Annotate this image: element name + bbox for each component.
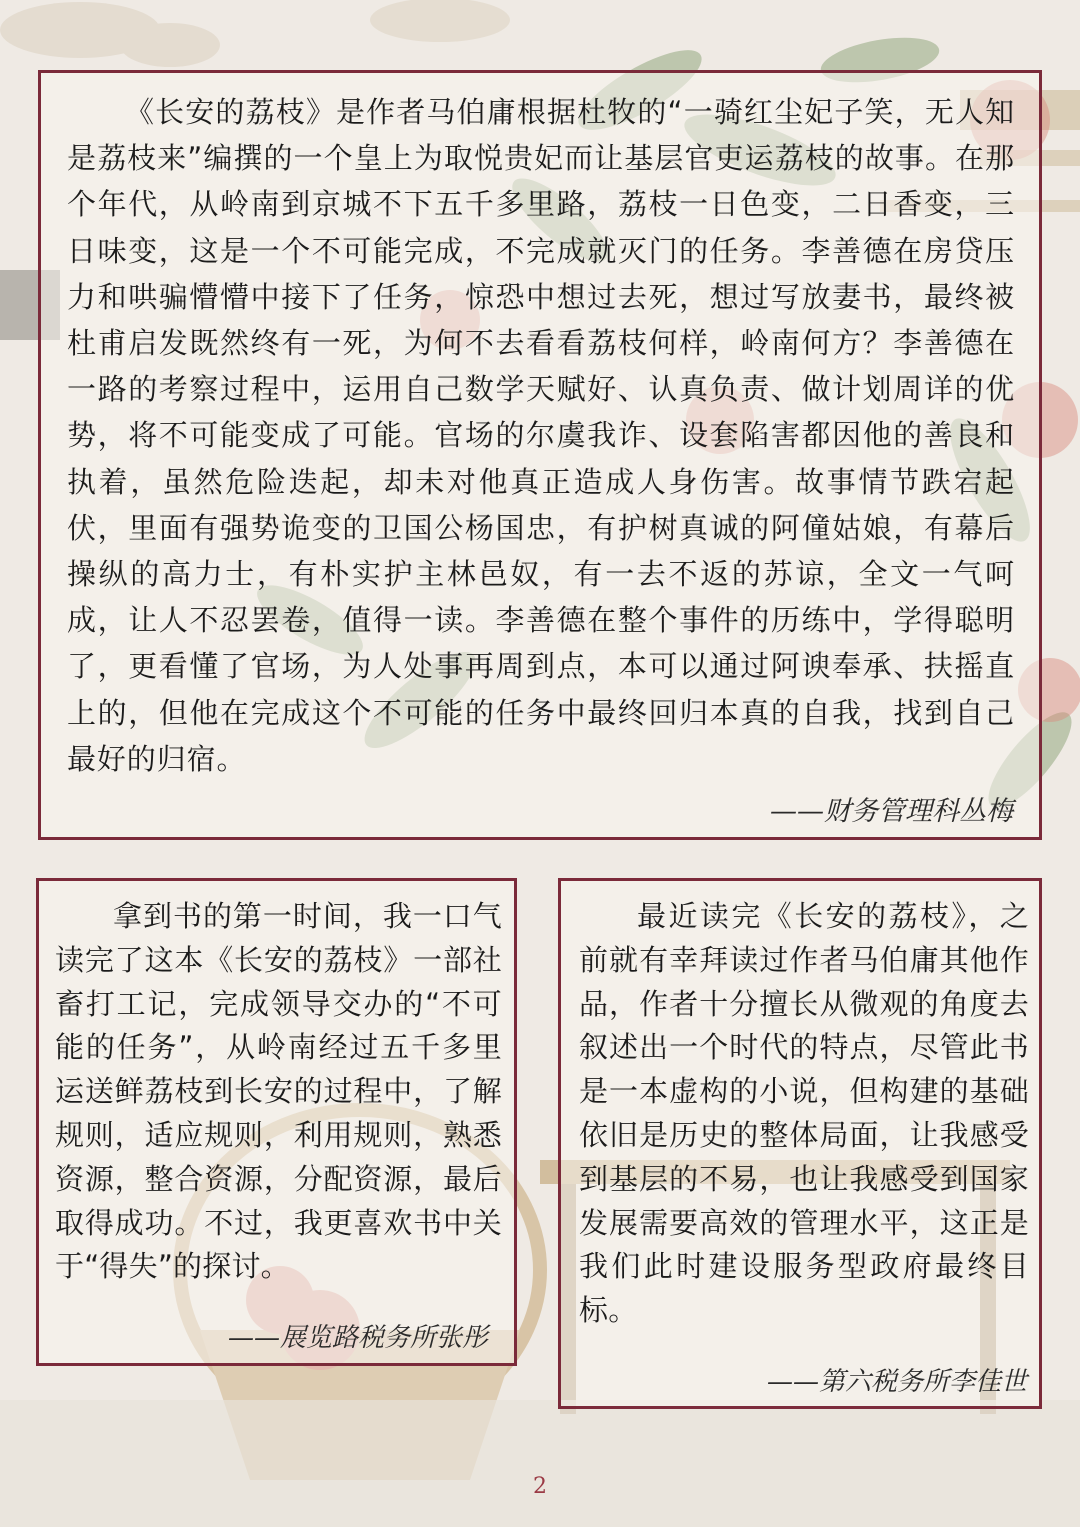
review-signature-2: ——展览路税务所张彤 bbox=[227, 1323, 488, 1353]
review-signature-3: ——第六税务所李佳世 bbox=[766, 1367, 1027, 1397]
review-box-3 bbox=[558, 878, 1042, 1409]
review-text-2: 拿到书的第一时间，我一口气读完了这本《长安的荔枝》一部社畜打工记，完成领导交办的“不可能的任务”，从岭南经过五千多里运送鲜荔枝到长安的过程中，了解规则，适应规则，利用规则，熟悉资源，整合资源，分配资源，最后取得成功。不过，我更喜欢书中关于“得失”的探讨。 bbox=[55, 899, 502, 1284]
review-text-1: 《长安的荔枝》是作者马伯庸根据杜牧的“一骑红尘妃子笑，无人知是荔枝来”编撰的一个皇上为取悦贵妃而让基层官吏运荔枝的故事。在那个年代，从岭南到京城不下五千多里路，荔枝一日色变，二日香变，三日味变，这是一个不可能完成，不完成就灭门的任务。李善德在房贷压力和哄骗懵懵中接下了任务，惊恐中想过去死，想过写放妻书，最终被杜甫启发既然终有一死，为何不去看看荔枝何样，岭南何方？李善德在一路的考察过程中，运用自己数学天赋好、认真负责、做计划周详的优势，将不可能变成了可能。官场的尔虞我诈、设套陷害都因他的善良和执着，虽然危险迭起，却未对他真正造成人身伤害。故事情节跌宕起伏，里面有强势诡变的卫国公杨国忠，有护树真诚的阿僮姑娘，有幕后操纵的高力士，有朴实护主林邑奴，有一去不返的苏谅，全文一气呵成，让人不忍罢卷，值得一读。李善德在整个事件的历练中，学得聪明了，更看懂了官场，为人处事再周到点，本可以通过阿谀奉承、扶摇直上的，但他在完成这个不可能的任务中最终回归本真的自我，找到自己最好的归宿。 bbox=[67, 95, 1015, 776]
review-box-2 bbox=[36, 878, 517, 1366]
review-signature-1: ——财务管理科丛梅 bbox=[770, 796, 1013, 827]
review-text-3: 最近读完《长安的荔枝》，之前就有幸拜读过作者马伯庸其他作品，作者十分擅长从微观的角度去叙述出一个时代的特点，尽管此书是一本虚构的小说，但构建的基础依旧是历史的整体局面，让我感受到基层的不易，也让我感受到国家发展需要高效的管理水平，这正是我们此时建设服务型政府最终目标。 bbox=[579, 899, 1029, 1328]
page-number: 2 bbox=[533, 1474, 547, 1499]
review-box-1 bbox=[38, 70, 1042, 840]
